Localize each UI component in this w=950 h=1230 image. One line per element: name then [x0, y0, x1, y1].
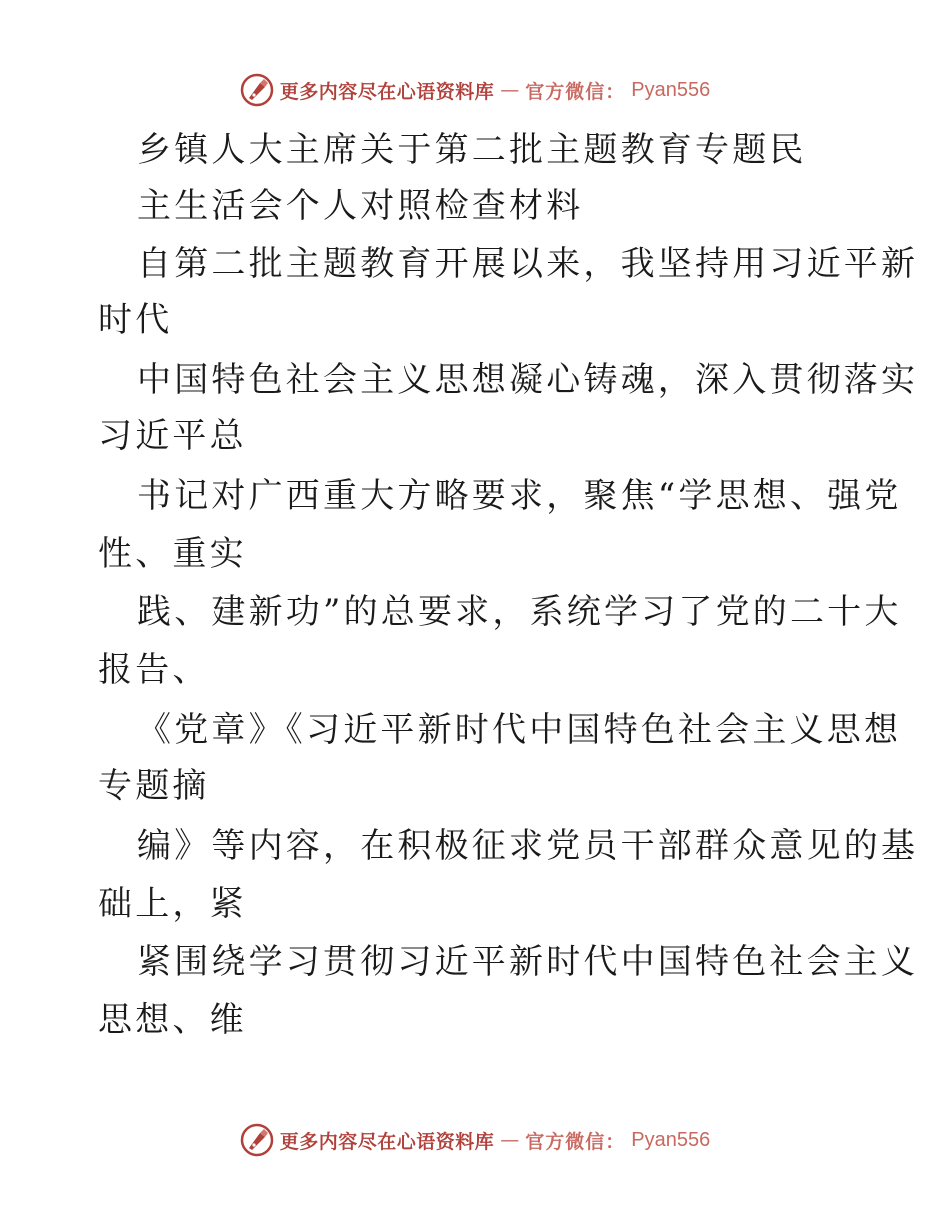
- header-banner: [0, 70, 950, 110]
- paragraph-line: 报告、: [98, 650, 210, 690]
- paragraph-line: 习近平总: [98, 416, 247, 456]
- paragraph-line: 础上，紧: [98, 884, 247, 924]
- document-title-line-1: 乡镇人大主席关于第二批主题教育专题民: [137, 130, 807, 170]
- pen-nib-logo-icon: [240, 1123, 274, 1157]
- paragraph-line: 紧围绕学习贯彻习近平新时代中国特色社会主义: [137, 942, 919, 982]
- banner-site-name: 更多内容尽在心语资料库: [279, 1130, 495, 1153]
- footer-banner: [0, 1120, 950, 1160]
- paragraph-line: 《党章》《习近平新时代中国特色社会主义思想: [137, 710, 902, 750]
- paragraph-line: 中国特色社会主义思想凝心铸魂，深入贯彻落实: [137, 360, 919, 400]
- banner-wechat-label: 官方微信：: [525, 1130, 626, 1153]
- paragraph-line: 专题摘: [98, 766, 210, 806]
- banner-wechat-account: Pyan556: [631, 1128, 711, 1151]
- paragraph-line: 自第二批主题教育开展以来，我坚持用习近平新: [137, 244, 919, 284]
- pen-nib-logo-icon: [240, 73, 274, 107]
- banner-separator: —: [500, 1129, 520, 1151]
- paragraph-line: 时代: [98, 300, 173, 340]
- banner-wechat-label: 官方微信：: [525, 80, 626, 103]
- paragraph-line: 书记对广西重大方略要求，聚焦“学思想、强党: [137, 476, 902, 516]
- banner-separator: —: [500, 79, 520, 101]
- banner-site-name: 更多内容尽在心语资料库: [279, 80, 495, 103]
- paragraph-line: 性、重实: [98, 534, 247, 574]
- paragraph-line: 践、建新功”的总要求，系统学习了党的二十大: [137, 592, 902, 632]
- banner-wechat-account: Pyan556: [631, 78, 711, 101]
- paragraph-line: 思想、维: [98, 1000, 247, 1040]
- document-title-line-2: 主生活会个人对照检查材料: [137, 186, 584, 226]
- paragraph-line: 编》等内容，在积极征求党员干部群众意见的基: [137, 826, 919, 866]
